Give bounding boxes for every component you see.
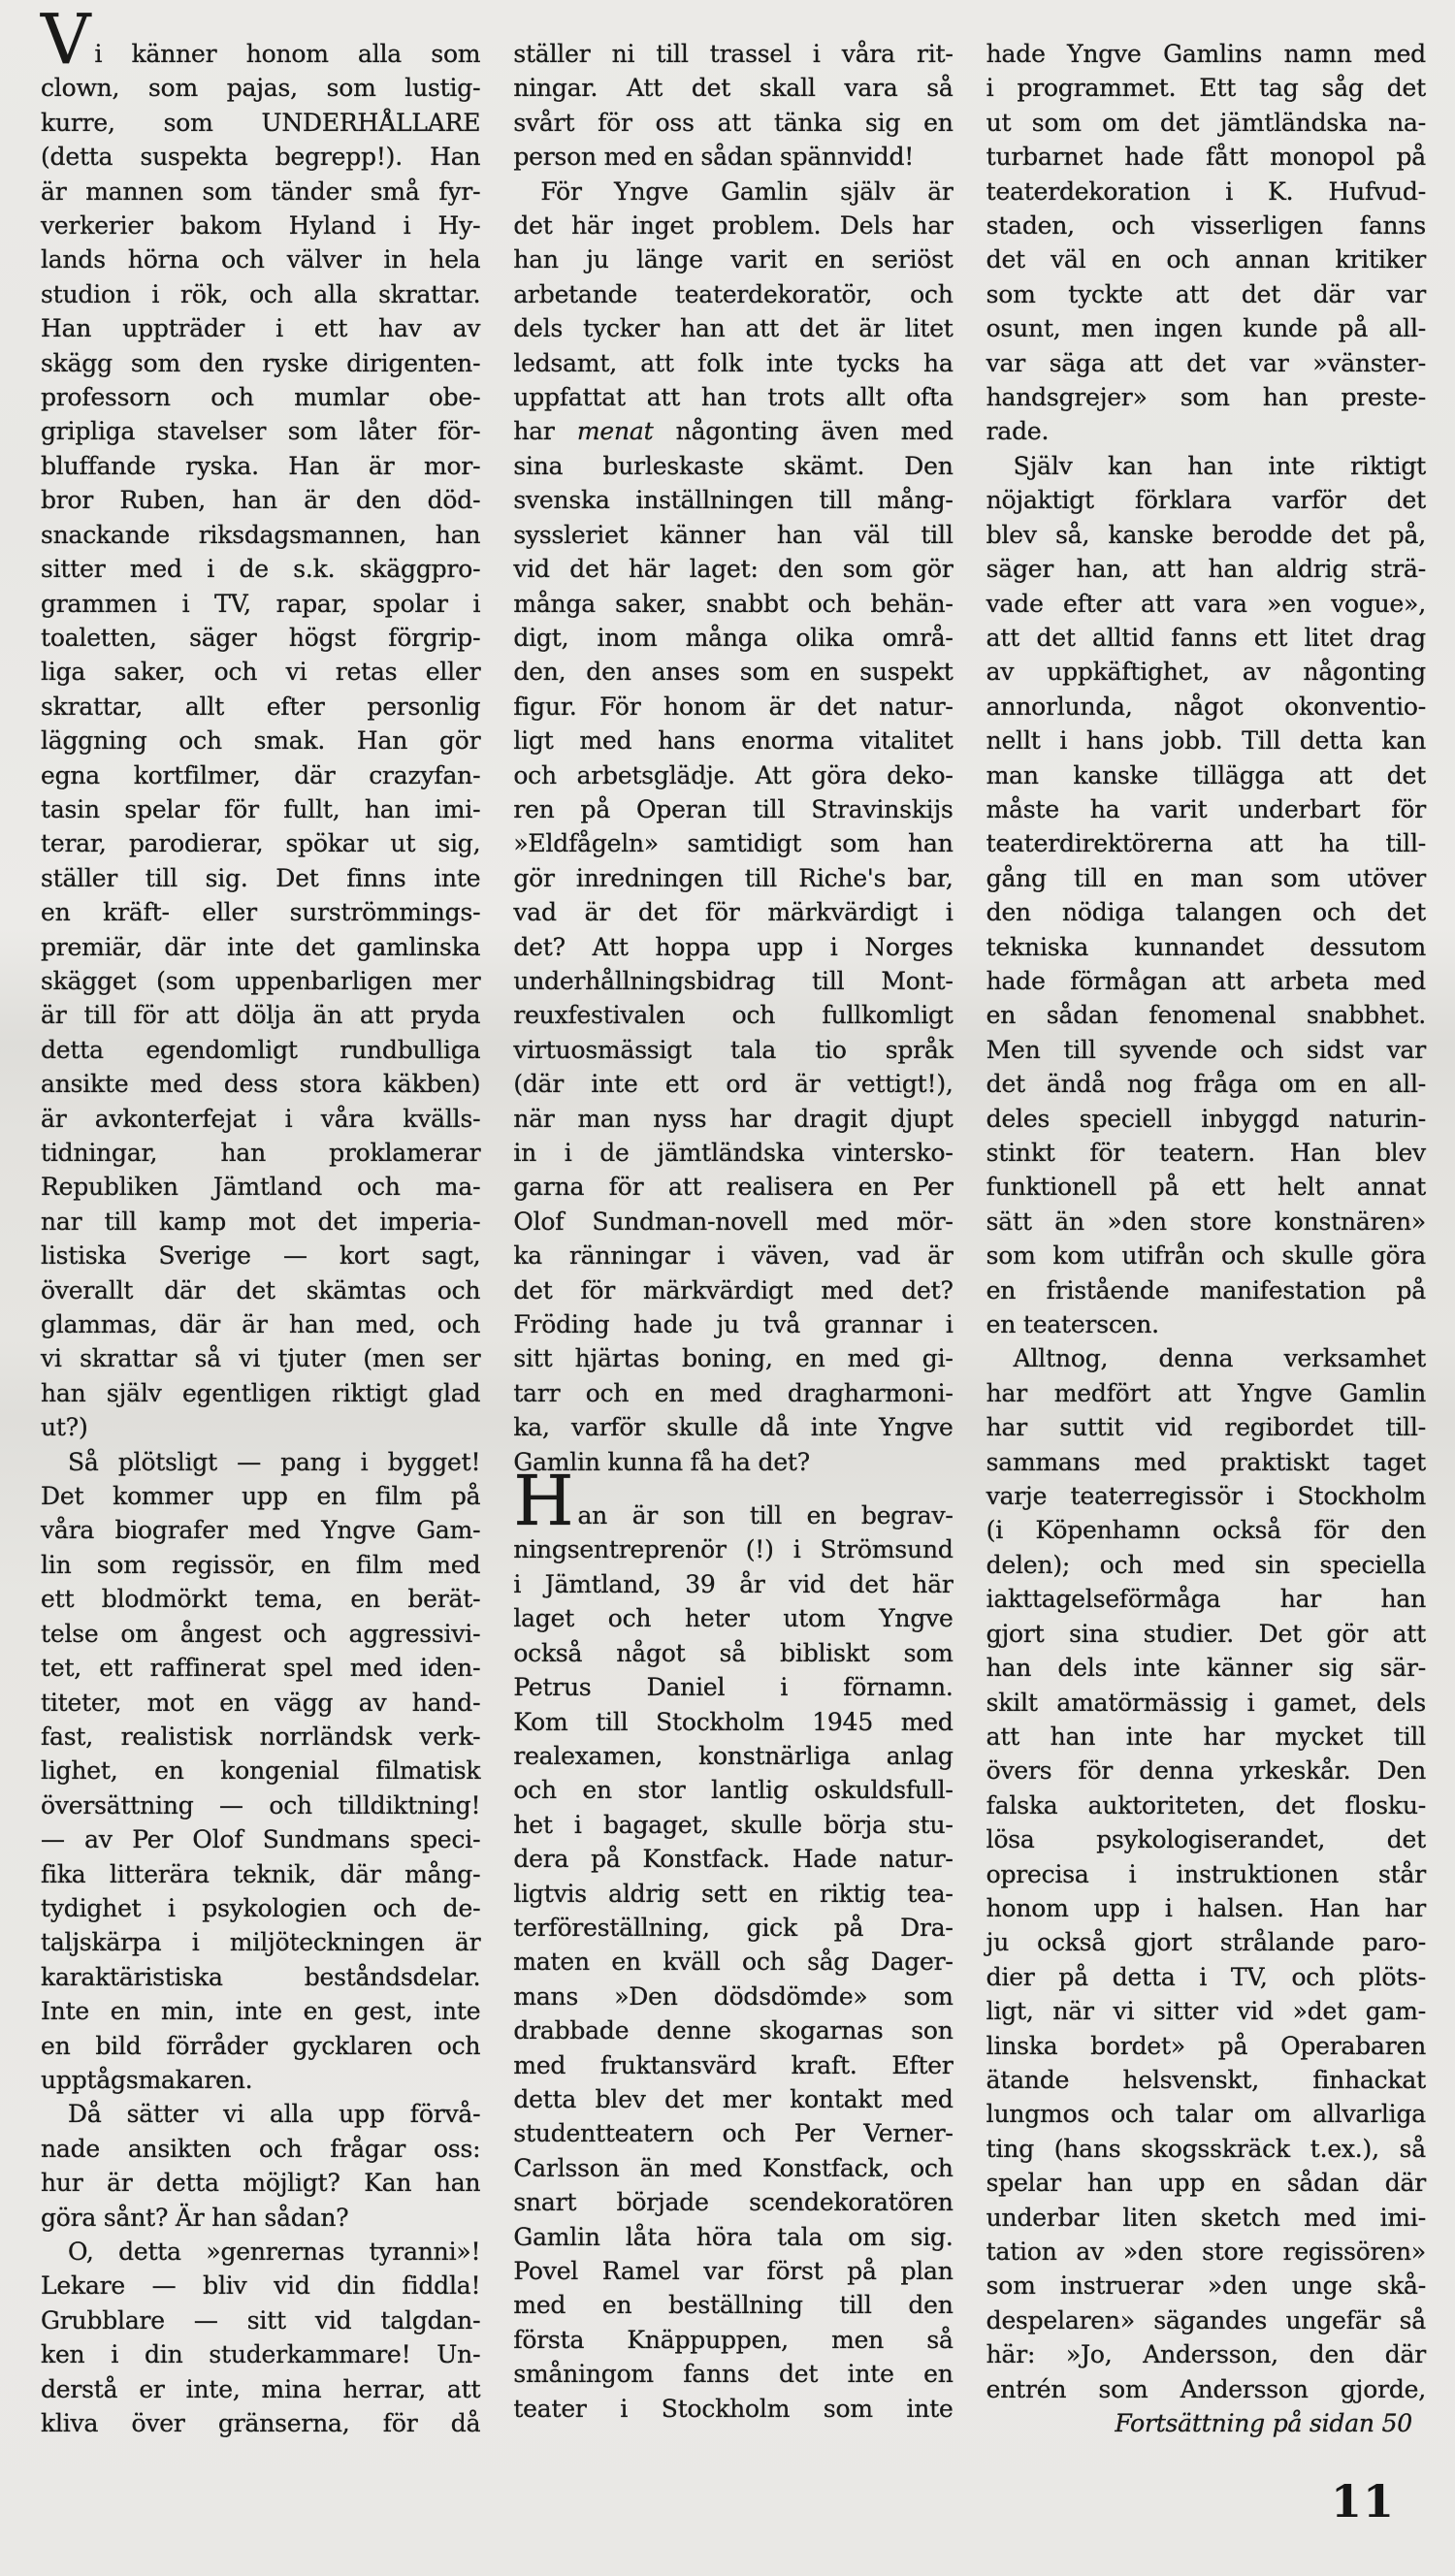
raised-initial-cap: H — [513, 1461, 574, 1542]
text-line: Grubblare — sitt vid talgdan- — [41, 2305, 481, 2334]
text-line: tekniska kunnandet dessutom — [986, 932, 1426, 961]
text-line: att det alltid fanns ett litet drag — [986, 623, 1426, 652]
text-line: det ändå nog fråga om en all- — [986, 1070, 1426, 1099]
text-line: falska auktoriteten, det flosku- — [986, 1790, 1426, 1819]
text-line: och en stor lantlig oskuldsfull- — [513, 1776, 954, 1805]
text-line: liga saker, och vi retas eller — [41, 658, 481, 687]
text-line: syssleriet känner han väl till — [513, 520, 954, 549]
text-line: drabbade denne skogarnas son — [513, 2016, 954, 2045]
text-line: läggning och smak. Han gör — [41, 726, 481, 756]
text-line: småningom fanns det inte en — [513, 2360, 954, 2389]
text-line: verkerier bakom Hyland i Hy- — [41, 211, 481, 241]
text-line: vid det här laget: den som gör — [513, 555, 954, 584]
text-line: sammans med praktiskt taget — [986, 1447, 1426, 1476]
text-line: derstå er inte, mina herrar, att — [41, 2374, 481, 2403]
text-line: Petrus Daniel i förnamn. — [513, 1673, 954, 1702]
text-line: (i Köpenhamn också för den — [986, 1516, 1426, 1545]
text-line: nar till kamp mot det imperia- — [41, 1207, 481, 1236]
text-line: många saker, snabbt och behän- — [513, 589, 954, 618]
text-line: dier på detta i TV, och plöts- — [986, 1962, 1426, 1991]
text-line: mans »Den dödsdömde» som — [513, 1981, 954, 2011]
text-line: terar, parodierar, spökar ut sig, — [41, 829, 481, 858]
text-line: lands hörna och välver in hela — [41, 245, 481, 274]
text-line: linska bordet» på Operabaren — [986, 2031, 1426, 2060]
text-line: dels tycker han att det är litet — [513, 314, 954, 343]
text-line: våra biografer med Yngve Gam- — [41, 1516, 481, 1545]
text-line: kurre, som UNDERHÅLLARE — [41, 108, 481, 137]
text-line: Povel Ramel var först på plan — [513, 2257, 954, 2285]
paragraph — [513, 175, 953, 1479]
text-line: uppfattat att han trots allt ofta — [513, 383, 954, 412]
text-line: ut som om det jämtländska na- — [986, 108, 1426, 137]
text-line: måste ha varit underbart för — [986, 794, 1426, 823]
paragraph — [986, 449, 1426, 1342]
text-line: var säga att det var »vänster- — [986, 348, 1426, 377]
text-line: svårt för oss att tänka sig en — [513, 108, 954, 137]
text-line: svenska inställningen till mång- — [513, 486, 954, 515]
text-line: virtuosmässigt tala tio språk — [513, 1035, 954, 1064]
text-line: sitter med i de s.k. skäggpro- — [41, 555, 481, 584]
text-line: funktionell på ett helt annat — [986, 1173, 1426, 1202]
text-line: För Yngve Gamlin själv är — [540, 177, 954, 206]
text-line: det? Att hoppa upp i Norges — [513, 932, 954, 961]
text-line: (detta suspekta begrepp!). Han — [41, 143, 481, 172]
text-line: ren på Operan till Stravinskijs — [513, 794, 954, 823]
text-line: sitt hjärtas boning, en med gi- — [513, 1344, 954, 1373]
text-line: Lekare — bliv vid din fiddla! — [41, 2271, 481, 2301]
paragraph — [986, 37, 1426, 449]
text-line: man kanske tillägga att det — [986, 760, 1426, 789]
text-line: är mannen som tänder små fyr- — [41, 177, 481, 206]
text-line: ligt, när vi sitter vid »det gam- — [986, 1997, 1426, 2026]
column-3 — [986, 37, 1426, 2440]
text-line: det här inget problem. Dels har — [513, 211, 954, 241]
text-line: ju också gjort strålande paro- — [986, 1928, 1426, 1957]
text-line: gripliga stavelser som låter för- — [41, 417, 481, 446]
text-line: rade. — [986, 417, 1050, 446]
text-line: Alltnog, denna verksamhet — [1013, 1344, 1426, 1373]
text-line: upptågsmakaren. — [41, 2065, 253, 2094]
text-line: bror Ruben, han är den död- — [41, 486, 481, 515]
text-line: bluffande ryska. Han är mor- — [41, 451, 481, 480]
text-line: snart började scendekoratören — [513, 2188, 954, 2217]
text-line: Gamlin kunna få ha det? — [513, 1447, 810, 1476]
text-line: också något så bibliskt som — [513, 1638, 954, 1667]
page-number: 11 — [1330, 2475, 1395, 2528]
text-line: teaterdirektörerna att ha till- — [986, 829, 1426, 858]
text-line: en bild förråder gycklaren och — [41, 2031, 481, 2060]
text-line: ett blodmörkt tema, en berät- — [41, 1585, 481, 1614]
paragraph — [513, 37, 953, 175]
text-line: som tyckte att det där var — [986, 279, 1426, 308]
text-line: göra sånt? Är han sådan? — [41, 2203, 349, 2232]
text-line: ningar. Att det skall vara så — [513, 74, 954, 103]
text-line: deles speciell inbyggd naturin- — [986, 1104, 1426, 1133]
text-line: tarr och en med dragharmoni- — [513, 1378, 954, 1407]
text-line: hade förmågan att arbeta med — [986, 966, 1426, 995]
text-line: ansikte med dess stora käkben) — [41, 1070, 481, 1099]
text-line: garna för att realisera en Per — [513, 1173, 954, 1202]
text-line: Men till syvende och sidst var — [986, 1035, 1426, 1064]
text-line: det väl en och annan kritiker — [986, 245, 1426, 274]
text-line: ting (hans skogsskräck t.ex.), så — [986, 2134, 1426, 2163]
article-columns — [41, 0, 1426, 2440]
text-line: ka ränningar i väven, vad är — [513, 1241, 954, 1271]
text-line: blev så, kanske berodde det på, — [986, 520, 1426, 549]
text-line: Det kommer upp en film på — [41, 1482, 481, 1511]
text-line: studentteatern och Per Verner- — [513, 2119, 954, 2148]
text-line: med fruktansvärd kraft. Efter — [513, 2050, 954, 2079]
text-line: den, den anses som en suspekt — [513, 658, 954, 687]
text-line: — av Per Olof Sundmans speci- — [41, 1825, 481, 1854]
text-line: Han är son till en begrav- — [513, 1461, 954, 1542]
text-line: het i bagaget, skulle börja stu- — [513, 1810, 954, 1839]
text-line: listiska Sverige — kort sagt, — [41, 1241, 481, 1271]
text-line: toaletten, säger högst förgrip- — [41, 623, 481, 652]
text-line: vi skrattar så vi tjuter (men ser — [41, 1344, 481, 1373]
text-line: entrén som Andersson gjorde, — [986, 2374, 1426, 2403]
text-line: kliva över gränserna, för då — [41, 2409, 481, 2438]
text-line: fast, realistisk norrländsk verk- — [41, 1722, 481, 1751]
text-line: in i de jämtländska vintersko- — [513, 1139, 954, 1167]
text-line: (där inte ett ord är vettigt!), — [513, 1070, 954, 1099]
paragraph — [41, 2097, 480, 2235]
text-line: iakttagelseförmåga har han — [986, 1585, 1426, 1614]
text-line: dera på Konstfack. Hade natur- — [513, 1845, 954, 1874]
text-line: Fröding hade ju två grannar i — [513, 1310, 954, 1339]
text-line: figur. För honom är det natur- — [513, 692, 954, 721]
text-line: snackande riksdagsmannen, han — [41, 520, 481, 549]
text-line: varje teaterregissör i Stockholm — [986, 1482, 1426, 1511]
text-line: Vi känner honom alla som — [41, 0, 481, 80]
continuation-note — [986, 2406, 1426, 2440]
text-line: stinkt för teatern. Han blev — [986, 1139, 1426, 1167]
text-line: ledsamt, att folk inte tycks ha — [513, 348, 954, 377]
text-line: den nödiga talangen och det — [986, 898, 1426, 927]
text-line: professorn och mumlar obe- — [41, 383, 481, 412]
paragraph — [41, 2235, 480, 2440]
text-line: grammen i TV, rapar, spolar i — [41, 589, 481, 618]
text-line: detta blev det mer kontakt med — [513, 2084, 954, 2113]
text-line: av uppkäftighet, av någonting — [986, 658, 1426, 687]
text-line: har suttit vid regibordet till- — [986, 1413, 1426, 1442]
text-line: Han uppträder i ett hav av — [41, 314, 481, 343]
text-line: lungmos och talar om allvarliga — [986, 2100, 1426, 2129]
text-line: spelar han upp en sådan där — [986, 2169, 1426, 2198]
text-line: överallt där det skämtas och — [41, 1275, 481, 1304]
text-line: premiär, där inte det gamlinska — [41, 932, 481, 961]
text-line: honom upp i halsen. Han har — [986, 1893, 1426, 1922]
text-line: underbar liten sketch med imi- — [986, 2203, 1426, 2232]
text-line: han ju länge varit en seriöst — [513, 245, 954, 274]
text-line: skägg som den ryske dirigenten- — [41, 348, 481, 377]
text-line: i Jämtland, 39 år vid det här — [513, 1569, 954, 1598]
text-line: laget och heter utom Yngve — [513, 1604, 954, 1633]
text-line: han dels inte känner sig sär- — [986, 1654, 1426, 1683]
text-line: »Eldfågeln» samtidigt som han — [513, 829, 954, 858]
text-line: annorlunda, något okonventio- — [986, 692, 1426, 721]
text-line: despelaren» sägandes ungefär så — [986, 2305, 1426, 2334]
text-line: med en beställning till den — [513, 2291, 954, 2320]
text-line: gjort sina studier. Det gör att — [986, 1619, 1426, 1648]
text-line: ligtvis aldrig sett en riktig tea- — [513, 1879, 954, 1908]
text-line: är avkonterfejat i våra kvälls- — [41, 1104, 481, 1133]
text-line: en fristående manifestation på — [986, 1275, 1426, 1304]
text-line: underhållningsbidrag till Mont- — [513, 966, 954, 995]
text-line: första Knäppuppen, men så — [513, 2325, 954, 2354]
text-line: nellt i hans jobb. Till detta kan — [986, 726, 1426, 756]
text-line: arbetande teaterdekoratör, och — [513, 279, 954, 308]
text-line: lin som regissör, en film med — [41, 1550, 481, 1579]
text-line: lösa psykologiserandet, det — [986, 1825, 1426, 1854]
text-line: tet, ett raffinerat spel med iden- — [41, 1654, 481, 1683]
text-line: ställer ni till trassel i våra rit- — [513, 40, 954, 68]
text-line: skrattar, allt efter personlig — [41, 692, 481, 721]
text-line: osunt, men ingen kunde på all- — [986, 314, 1426, 343]
text-line: karaktäristiska beståndsdelar. — [41, 1962, 481, 1991]
text-line: maten en kväll och såg Dager- — [513, 1948, 954, 1977]
text-line: detta egendomligt rundbulliga — [41, 1035, 481, 1064]
text-line: det för märkvärdigt med det? — [513, 1275, 954, 1304]
text-line: och arbetsglädje. Att göra deko- — [513, 760, 954, 789]
text-line: skägget (som uppenbarligen mer — [41, 966, 481, 995]
column-1 — [41, 0, 481, 2440]
text-line: tydighet i psykologien och de- — [41, 1893, 481, 1922]
text-line: taljskärpa i miljöteckningen är — [41, 1928, 481, 1957]
text-line: tation av »den store regissören» — [986, 2238, 1426, 2266]
text-line: ningsentreprenör (!) i Strömsund — [513, 1535, 954, 1564]
text-line: har medfört att Yngve Gamlin — [986, 1378, 1426, 1407]
text-line: ut?) — [41, 1413, 88, 1442]
text-line: ka, varför skulle då inte Yngve — [513, 1413, 954, 1442]
text-line: nöjaktigt förklara varför det — [986, 486, 1426, 515]
text-line: översättning — och tilldiktning! — [41, 1790, 481, 1819]
text-line: teaterdekoration i K. Hufvud- — [986, 177, 1426, 206]
text-line: Då sätter vi alla upp förvå- — [68, 2100, 481, 2129]
text-line: Fortsättning på sidan 50 — [1115, 2409, 1412, 2438]
text-line: ätande helsvenskt, finhackat — [986, 2065, 1426, 2094]
text-line: realexamen, konstnärliga anlag — [513, 1741, 954, 1770]
text-line: fika litterära teknik, där mång- — [41, 1859, 481, 1888]
paragraph — [986, 1341, 1426, 2406]
text-line: handsgrejer» som han preste- — [986, 383, 1426, 412]
text-line: vade efter att vara »en vogue», — [986, 589, 1426, 618]
text-line: Själv kan han inte riktigt — [1013, 451, 1426, 480]
paragraph — [41, 0, 481, 1445]
text-line: turbarnet hade fått monopol på — [986, 143, 1426, 172]
text-line: Så plötsligt — pang i bygget! — [68, 1447, 481, 1476]
text-line: ken i din studerkammare! Un- — [41, 2340, 481, 2369]
text-line: är till för att dölja än att pryda — [41, 1001, 481, 1030]
text-line: Kom till Stockholm 1945 med — [513, 1707, 954, 1736]
text-line: när man nyss har dragit djupt — [513, 1104, 954, 1133]
text-line: studion i rök, och alla skrattar. — [41, 279, 481, 308]
text-line: teater i Stockholm som inte — [513, 2394, 954, 2423]
text-line: han själv egentligen riktigt glad — [41, 1378, 481, 1407]
text-line: reuxfestivalen och fullkomligt — [513, 1001, 954, 1030]
text-line: terföreställning, gick på Dra- — [513, 1913, 954, 1942]
text-line: tidningar, han proklamerar — [41, 1139, 481, 1167]
raised-initial-cap: V — [41, 0, 91, 80]
text-line: här: »Jo, Andersson, den där — [986, 2340, 1426, 2369]
text-line: sätt än »den store konstnären» — [986, 1207, 1426, 1236]
text-line: Inte en min, inte en gest, inte — [41, 1997, 481, 2026]
text-line: skilt amatörmässig i gamet, dels — [986, 1688, 1426, 1717]
text-line: Olof Sundman-novell med mör- — [513, 1207, 954, 1236]
text-line: har menat någonting även med — [513, 417, 954, 446]
text-line: i programmet. Ett tag såg det — [986, 74, 1426, 103]
text-line: clown, som pajas, som lustig- — [41, 74, 481, 103]
text-line: egna kortfilmer, där crazyfan- — [41, 760, 481, 789]
text-line: titeter, mot en vägg av hand- — [41, 1688, 481, 1717]
text-line: Gamlin låta höra tala om sig. — [513, 2222, 954, 2251]
text-line: vad är det för märkvärdigt i — [513, 898, 954, 927]
text-line: O, detta »genrernas tyranni»! — [68, 2238, 481, 2266]
text-line: person med en sådan spännvidd! — [513, 143, 915, 172]
paragraph — [41, 1445, 480, 2098]
text-line: tasin spelar för fullt, han imi- — [41, 794, 481, 823]
text-line: en teaterscen. — [986, 1310, 1159, 1339]
text-line: att han inte har mycket till — [986, 1722, 1426, 1751]
text-line: som instruerar »den unge skå- — [986, 2271, 1426, 2301]
text-line: en kräft- eller surströmmings- — [41, 898, 481, 927]
text-line: Republiken Jämtland och ma- — [41, 1173, 481, 1202]
text-line: gör inredningen till Riche's bar, — [513, 863, 954, 892]
text-line: digt, inom många olika områ- — [513, 623, 954, 652]
text-line: lighet, en kongenial filmatisk — [41, 1756, 481, 1786]
text-line: glammas, där är han med, och — [41, 1310, 481, 1339]
text-line: telse om ångest och aggressivi- — [41, 1619, 481, 1648]
text-line: säger han, att han aldrig strä- — [986, 555, 1426, 584]
text-line: delen); och med sin speciella — [986, 1550, 1426, 1579]
text-line: Carlsson än med Konstfack, och — [513, 2153, 954, 2182]
text-line: ställer till sig. Det finns inte — [41, 863, 481, 892]
text-line: ligt med hans enorma vitalitet — [513, 726, 954, 756]
text-line: övers för denna yrkeskår. Den — [986, 1756, 1426, 1786]
text-line: staden, och visserligen fanns — [986, 211, 1426, 241]
text-line: gång till en man som utöver — [986, 863, 1426, 892]
column-2 — [513, 37, 953, 2440]
text-line: oprecisa i instruktionen står — [986, 1859, 1426, 1888]
text-line: en sådan fenomenal snabbhet. — [986, 1001, 1426, 1030]
text-line: hur är detta möjligt? Kan han — [41, 2169, 481, 2198]
text-line: som kom utifrån och skulle göra — [986, 1241, 1426, 1271]
text-line: nade ansikten och frågar oss: — [41, 2134, 481, 2163]
text-line: sina burleskaste skämt. Den — [513, 451, 954, 480]
text-line: hade Yngve Gamlins namn med — [986, 40, 1426, 68]
